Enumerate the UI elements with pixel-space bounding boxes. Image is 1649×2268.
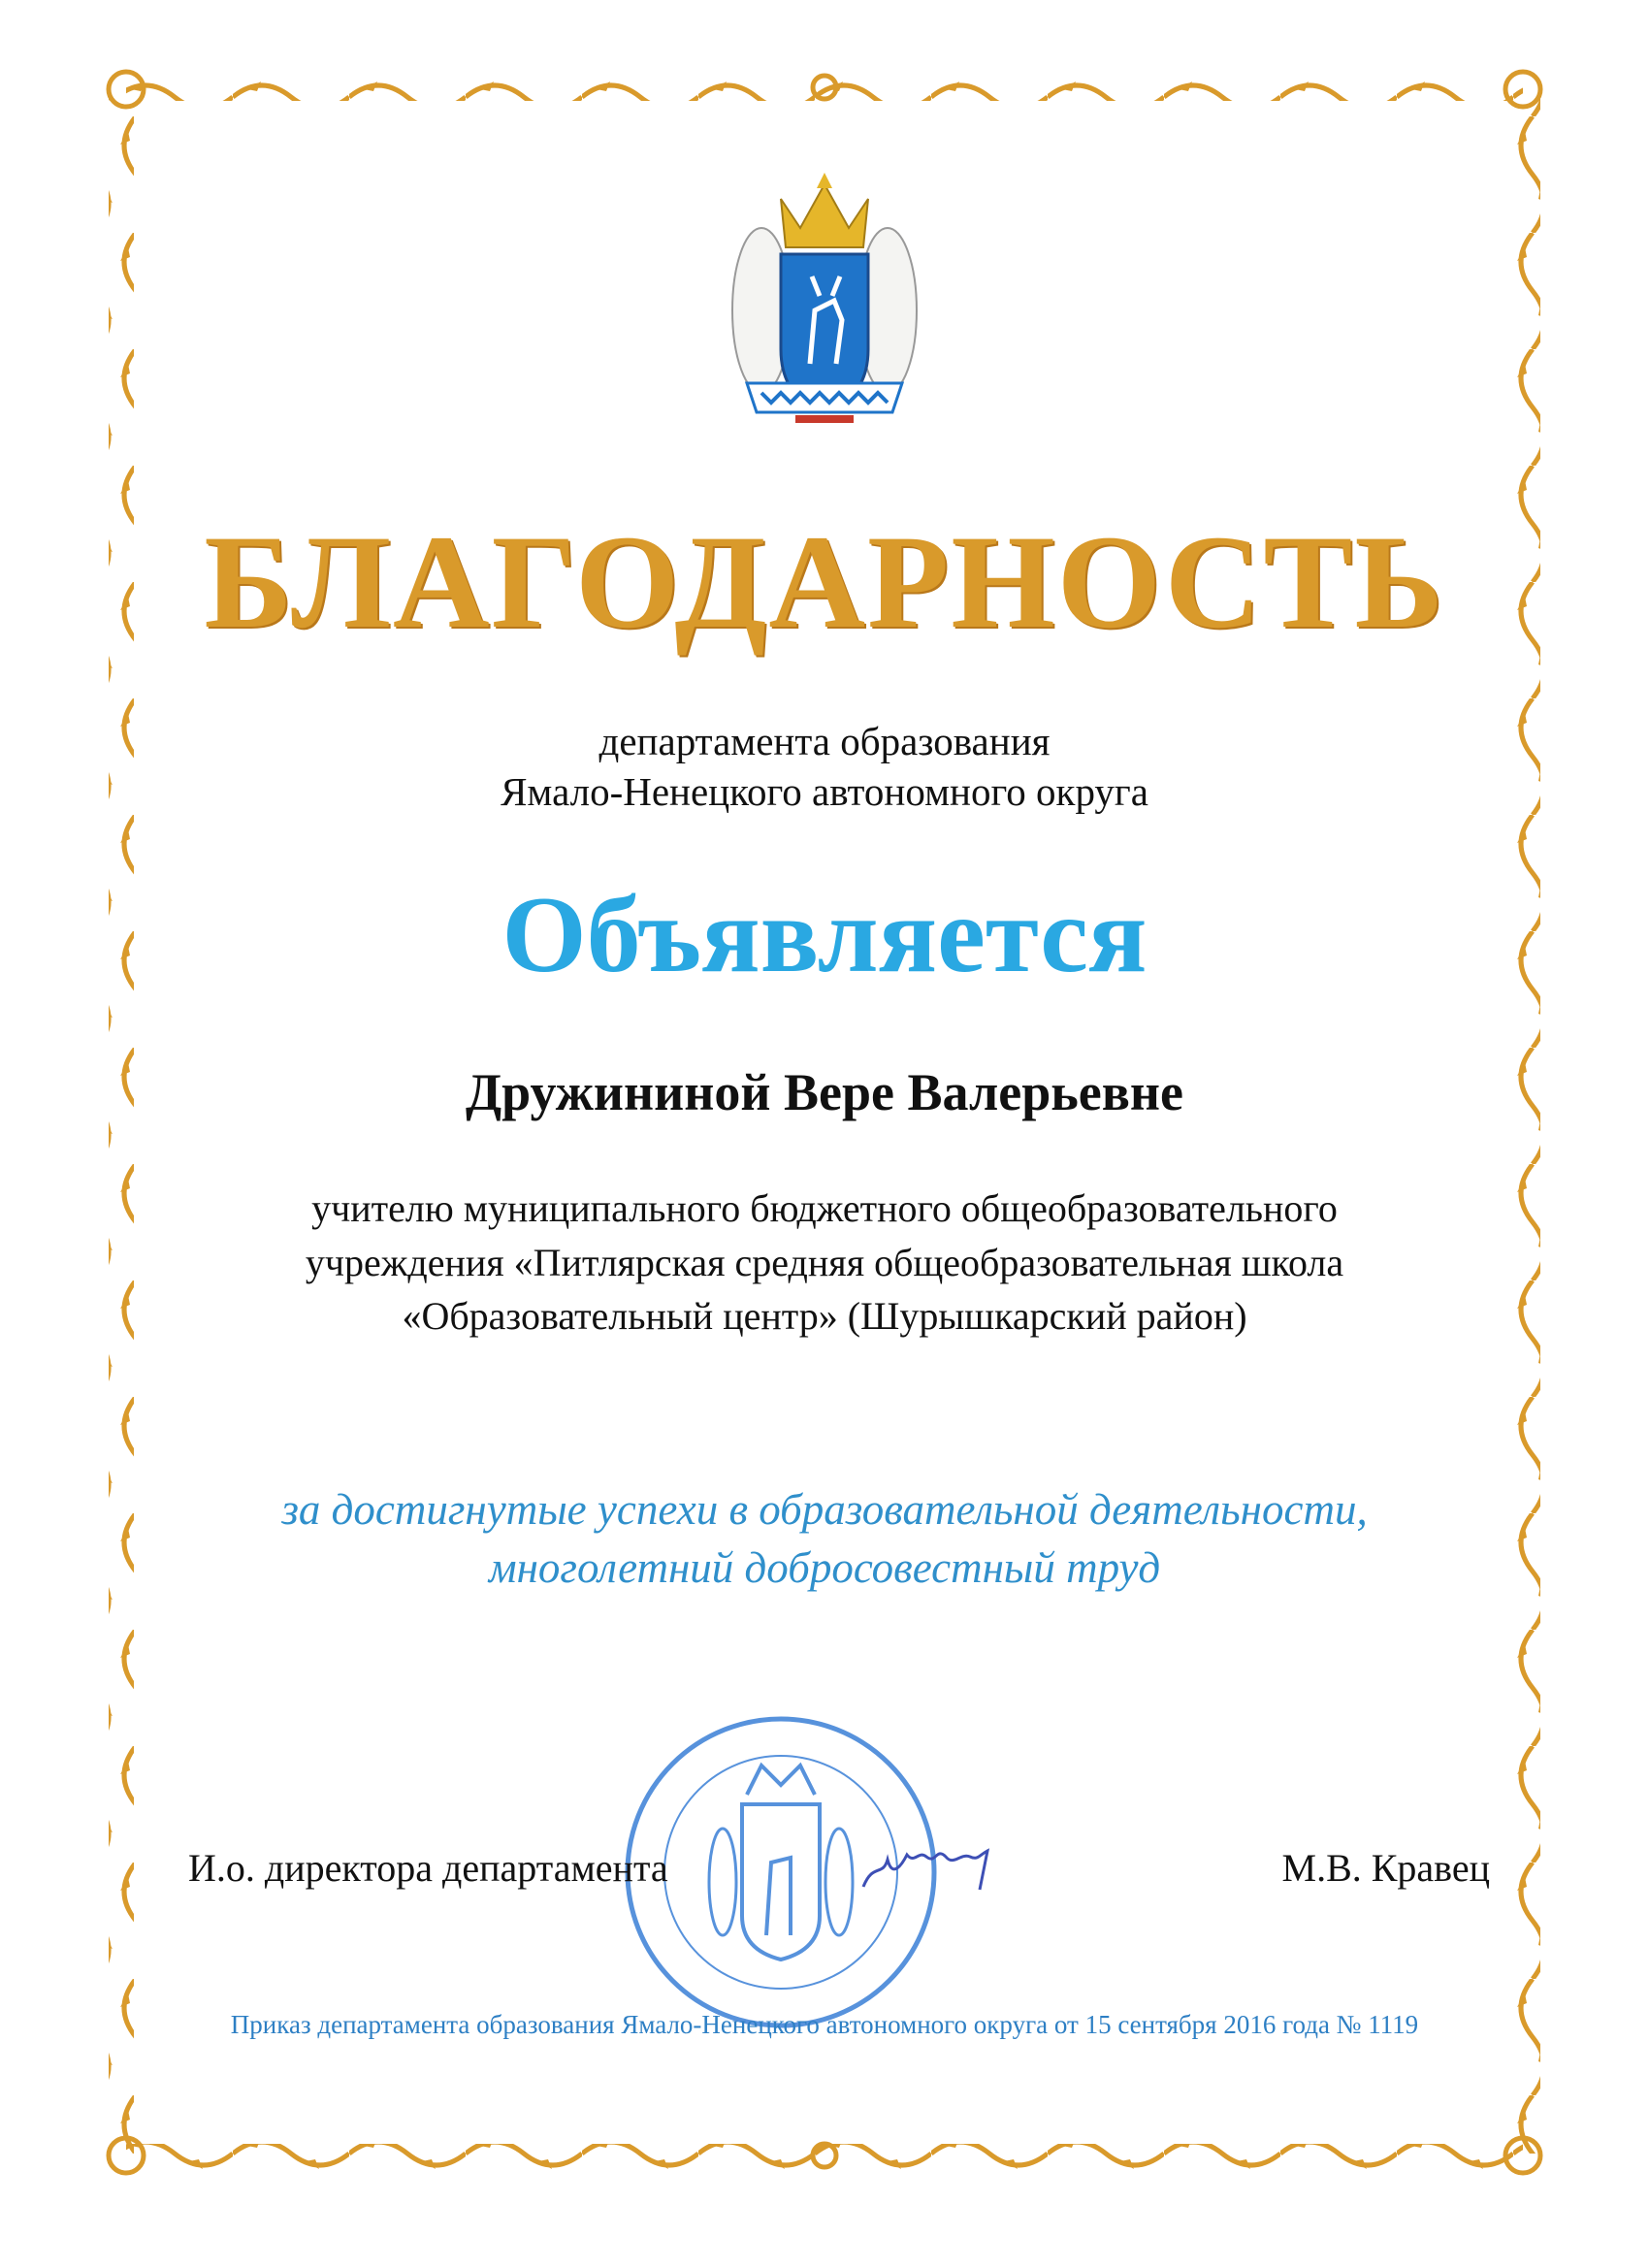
handwritten-signature bbox=[863, 1851, 987, 1890]
document-title: БЛАГОДАРНОСТЬ bbox=[204, 507, 1445, 656]
announce-heading: Объявляется bbox=[501, 875, 1148, 995]
issuer-line-1: департамента образования bbox=[598, 719, 1051, 763]
merit-line: многолетний добросовестный труд bbox=[488, 1543, 1161, 1592]
recipient-name: Дружининой Вере Валерьевне bbox=[465, 1063, 1184, 1121]
order-reference: Приказ департамента образования Ямало-Ненецкого автономного округа от 15 сентября 2016 года № 1119 bbox=[230, 2010, 1419, 2039]
position-line: учреждения «Питлярская средняя общеобразовательная школа bbox=[305, 1241, 1344, 1284]
official-seal-icon bbox=[628, 1719, 934, 2025]
merit-line: за достигнутые успехи в образовательной деятельности, bbox=[281, 1485, 1368, 1534]
issuer-line-2: Ямало-Ненецкого автономного округа bbox=[501, 769, 1148, 814]
signatory-name: М.В. Кравец bbox=[1281, 1846, 1490, 1890]
position-line: «Образовательный центр» (Шурышкарский район) bbox=[402, 1294, 1247, 1338]
position-line: учителю муниципального бюджетного общеобразовательного bbox=[311, 1186, 1338, 1230]
signatory-title: И.о. директора департамента bbox=[188, 1846, 668, 1890]
yamal-coat-of-arms-icon bbox=[732, 173, 917, 423]
